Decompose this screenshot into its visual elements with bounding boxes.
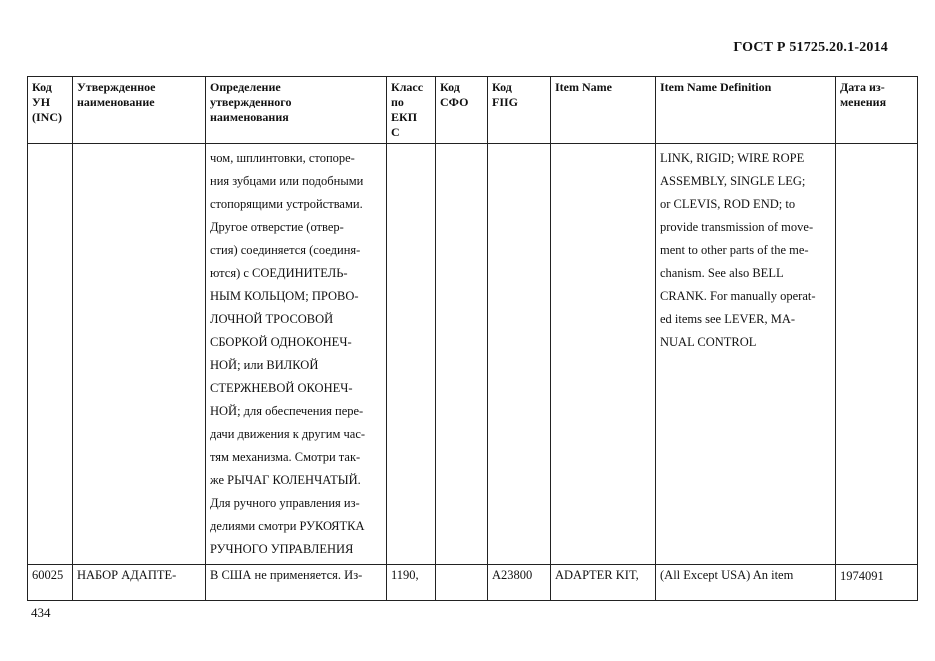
cell-date: 1974091 <box>836 565 918 601</box>
col-header-sfo: Код СФО <box>436 77 488 144</box>
col-header-date: Дата из- менения <box>836 77 918 144</box>
entry-row <box>28 565 918 601</box>
cell-inc <box>28 144 73 565</box>
cell-approved-name: НАБОР АДАПТЕ- <box>73 565 206 601</box>
cell-sfo <box>436 565 488 601</box>
cell-fiig: A23800 <box>488 565 551 601</box>
cell-inc: 60025 <box>28 565 73 601</box>
page-number: 434 <box>31 605 51 620</box>
continuation-row <box>28 144 918 565</box>
cell-definition-ru: чом, шплинтовки, стопоре- ния зубцами или подобными стопорящими устройствами. Другое отверстие (отвер- стия) соединяется (соединя- ются) с СОЕДИНИТЕЛЬ- НЫМ КОЛЬЦОМ; ПРОВО- ЛОЧНОЙ ТРОСОВОЙ СБОРКОЙ ОДНОКОНЕЧ- НОЙ; или ВИЛКОЙ СТЕРЖНЕВОЙ ОКОНЕЧ- НОЙ; для обеспечения пере- дачи движения к другим час- тям механизма. Смотри так- же РЫЧАГ КОЛЕНЧАТЫЙ. Для ручного управления из- делиями смотри РУКОЯТКА РУЧНОГО УПРАВЛЕНИЯ <box>206 144 387 565</box>
cell-item-name: ADAPTER KIT, <box>551 565 656 601</box>
cell-approved-name <box>73 144 206 565</box>
cell-item-name <box>551 144 656 565</box>
cell-class: 1190, <box>387 565 436 601</box>
document-code: ГОСТ Р 51725.20.1-2014 <box>733 40 888 55</box>
col-header-fiig: Код FIIG <box>488 77 551 144</box>
header-row <box>28 77 918 144</box>
cell-sfo <box>436 144 488 565</box>
cell-definition-en: LINK, RIGID; WIRE ROPE ASSEMBLY, SINGLE LEG; or CLEVIS, ROD END; to provide transmission of move- ment to other parts of the me- chanism. See also BELL CRANK. For manually operat- ed items see LEVER, MA- NUAL CONTROL <box>656 144 836 565</box>
col-header-inc: Код УН (INC) <box>28 77 73 144</box>
col-header-approved-name: Утвержденное наименование <box>73 77 206 144</box>
col-header-class: Класс по ЕКП С <box>387 77 436 144</box>
col-header-item-name: Item Name <box>551 77 656 144</box>
cell-class <box>387 144 436 565</box>
col-header-item-definition: Item Name Definition <box>656 77 836 144</box>
catalog-table <box>27 76 918 601</box>
cell-date <box>836 144 918 565</box>
cell-fiig <box>488 144 551 565</box>
cell-definition-ru: В США не применяется. Из- <box>206 565 387 601</box>
col-header-definition: Определение утвержденного наименования <box>206 77 387 144</box>
cell-definition-en: (All Except USA) An item <box>656 565 836 601</box>
